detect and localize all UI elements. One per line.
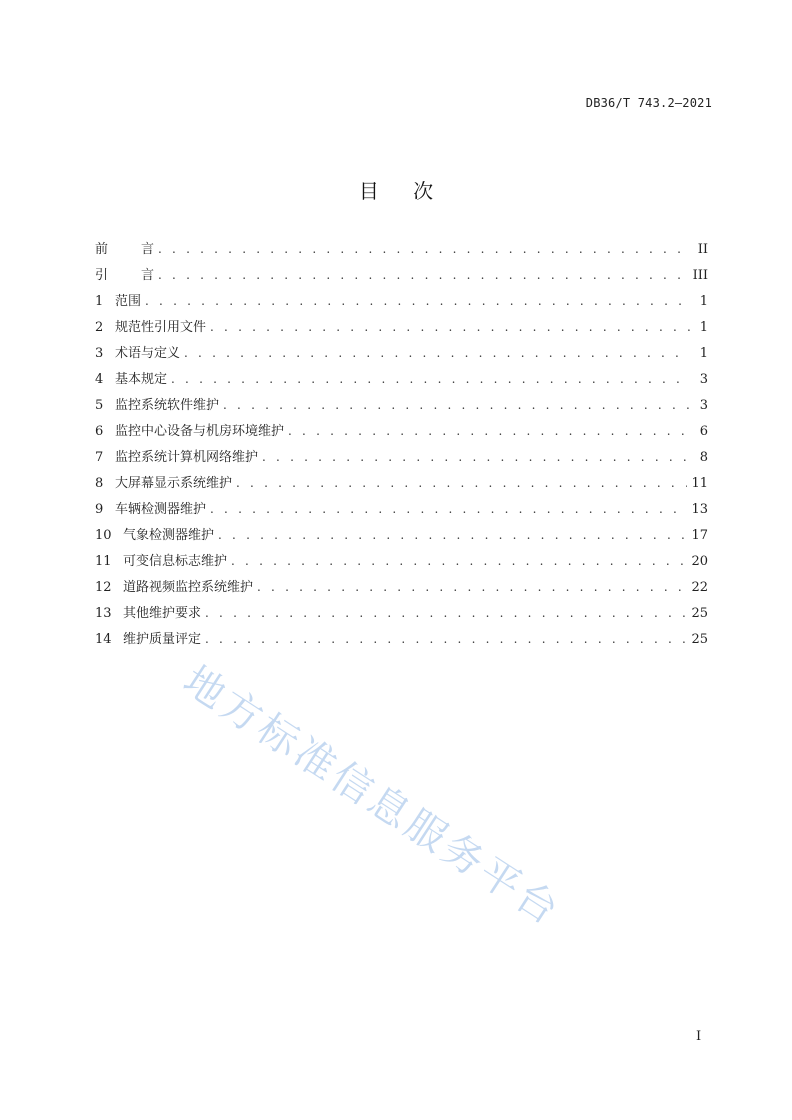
- toc-entry-number: 4: [95, 372, 104, 387]
- toc-entry[interactable]: [95, 366, 708, 392]
- toc-entry-number: 2: [95, 320, 104, 335]
- toc-entry-number: 14: [95, 632, 112, 647]
- toc-entry-number: 13: [95, 606, 112, 621]
- toc-entry-number: 8: [95, 476, 104, 491]
- toc-entry-label: 车辆检测器维护: [115, 502, 207, 517]
- toc-entry-label: 规范性引用文件: [115, 320, 207, 335]
- toc-leader-dots: [205, 600, 687, 626]
- toc-leader-dots: [145, 288, 690, 314]
- toc-leader-dots: [210, 496, 687, 522]
- toc-entry-number: 7: [95, 450, 104, 465]
- toc-entry-label: 监控系统计算机网络维护: [115, 450, 259, 465]
- toc-leader-dots: [210, 314, 690, 340]
- toc-entry-label: 维护质量评定: [123, 632, 202, 647]
- toc-entry-page: 1: [699, 346, 708, 361]
- toc-entry-number: 10: [95, 528, 112, 543]
- toc-entry-page: 25: [691, 632, 708, 647]
- toc-entry-label: 道路视频监控系统维护: [123, 580, 254, 595]
- toc-leader-dots: [223, 392, 690, 418]
- toc-entry-page: 20: [691, 554, 708, 569]
- toc-entry-page: 17: [691, 528, 708, 543]
- toc-entry[interactable]: [95, 340, 708, 366]
- toc-entry-number: 引: [95, 268, 109, 283]
- toc-entry[interactable]: [95, 418, 708, 444]
- toc-entry-label: 言: [141, 268, 155, 283]
- document-code: DB36/T 743.2—2021: [585, 96, 712, 110]
- toc-entry-page: III: [692, 268, 708, 283]
- toc-entry-page: II: [697, 242, 708, 257]
- toc-entry[interactable]: [95, 444, 708, 470]
- toc-entry-number: 1: [95, 294, 104, 309]
- toc-leader-dots: [184, 340, 690, 366]
- toc-entry-label: 基本规定: [115, 372, 168, 387]
- toc-entry-number: 6: [95, 424, 104, 439]
- toc-leader-dots: [158, 262, 689, 288]
- toc-entry-page: 3: [699, 372, 708, 387]
- toc-entry[interactable]: [95, 496, 708, 522]
- toc-leader-dots: [158, 236, 690, 262]
- toc-leader-dots: [231, 548, 687, 574]
- toc-entry-label: 监控系统软件维护: [115, 398, 220, 413]
- table-of-contents: [95, 236, 708, 652]
- toc-entry-label: 可变信息标志维护: [123, 554, 228, 569]
- watermark: 地方标准信息服务平台: [175, 657, 570, 936]
- toc-entry-number: 前: [95, 242, 109, 257]
- toc-entry-page: 8: [699, 450, 708, 465]
- toc-leader-dots: [205, 626, 687, 652]
- toc-entry-number: 3: [95, 346, 104, 361]
- toc-entry-page: 1: [699, 294, 708, 309]
- toc-entry[interactable]: [95, 236, 708, 262]
- toc-entry-page: 13: [691, 502, 708, 517]
- toc-leader-dots: [218, 522, 687, 548]
- page-number: I: [696, 1029, 702, 1044]
- toc-entry[interactable]: [95, 600, 708, 626]
- toc-entry-label: 大屏幕显示系统维护: [115, 476, 233, 491]
- toc-entry-page: 25: [691, 606, 708, 621]
- toc-entry[interactable]: [95, 262, 708, 288]
- toc-leader-dots: [236, 470, 687, 496]
- toc-entry-page: 6: [699, 424, 708, 439]
- toc-entry-page: 11: [691, 476, 708, 491]
- toc-entry[interactable]: [95, 548, 708, 574]
- toc-entry-page: 1: [699, 320, 708, 335]
- toc-entry[interactable]: [95, 470, 708, 496]
- toc-leader-dots: [171, 366, 690, 392]
- toc-entry[interactable]: [95, 314, 708, 340]
- toc-entry-number: 5: [95, 398, 104, 413]
- toc-title: 目 次: [358, 179, 448, 203]
- toc-entry[interactable]: [95, 522, 708, 548]
- toc-entry-number: 9: [95, 502, 104, 517]
- toc-entry-page: 22: [691, 580, 708, 595]
- toc-entry[interactable]: [95, 574, 708, 600]
- toc-leader-dots: [262, 444, 690, 470]
- toc-leader-dots: [288, 418, 690, 444]
- toc-entry-label: 监控中心设备与机房环境维护: [115, 424, 285, 439]
- toc-entry[interactable]: [95, 392, 708, 418]
- toc-entry[interactable]: [95, 288, 708, 314]
- toc-entry-number: 11: [95, 554, 112, 569]
- toc-entry[interactable]: [95, 626, 708, 652]
- toc-entry-label: 言: [141, 242, 155, 257]
- toc-entry-label: 术语与定义: [115, 346, 181, 361]
- toc-entry-label: 气象检测器维护: [123, 528, 215, 543]
- toc-entry-number: 12: [95, 580, 112, 595]
- toc-leader-dots: [257, 574, 687, 600]
- toc-entry-label: 范围: [115, 294, 142, 309]
- toc-entry-page: 3: [699, 398, 708, 413]
- toc-entry-label: 其他维护要求: [123, 606, 202, 621]
